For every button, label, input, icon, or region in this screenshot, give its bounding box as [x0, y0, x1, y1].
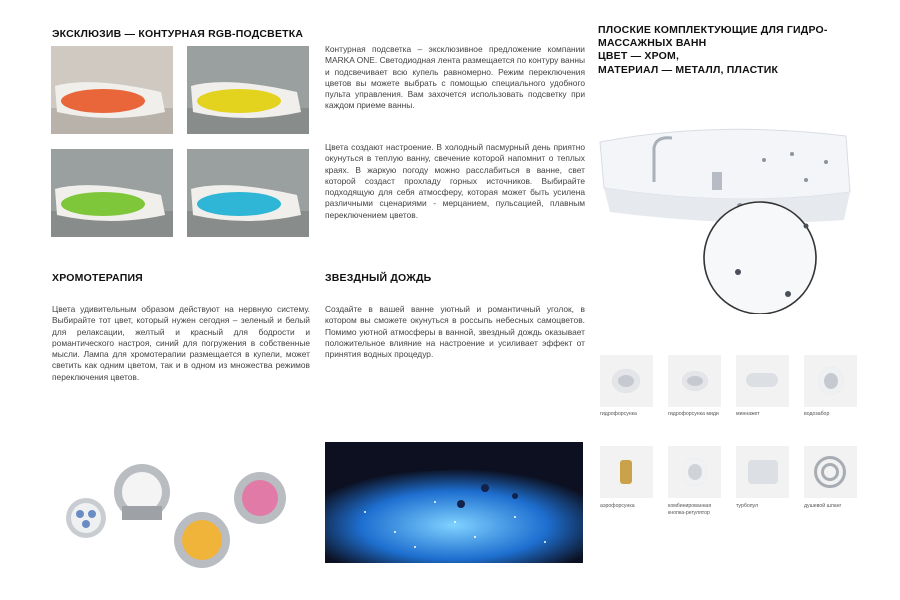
- stars-text: Создайте в вашей ванне уютный и романтичный уголок, в котором вы сможете окунуться в россыпь небесных самоцветов. Помимо уютной атмосферы в ванной, звездный дождь оказывает положительное влияние на настроение и усиливает эффект от принятия водных процедур.: [325, 304, 585, 360]
- part-label-water-intake: водозабор: [804, 411, 830, 417]
- tub-photo-orange: [51, 46, 173, 134]
- part-thumb-turbopool: [736, 446, 789, 498]
- parts-title-line-1: ПЛОСКИЕ КОМПЛЕКТУЮЩИЕ ДЛЯ ГИДРО-: [598, 24, 828, 36]
- part-label-nozzle: гидрофорсунка: [600, 411, 637, 417]
- exclusive-paragraph-2: Цвета создают настроение. В холодный пасмурный день приятно окунуться в теплую ванну, свечение которой напомнит о теплых краях. В жаркую погоду можно расслабиться в ванне, свет которой создаст прохладу горных источников. Выбирайте подходящую для себя атмосферу, которая может быть усилена различными сценариями - мерцанием, пульсацией, плавным переключением цветов.: [325, 142, 585, 220]
- part-label-combo-button: комбинированная кнопка-регулятор: [668, 503, 712, 516]
- part-thumb-combo-button: [668, 446, 721, 498]
- chromo-text: Цвета удивительным образом действуют на нервную систему. Выбирайте тот цвет, который нужен сегодня – зеленый и белый для релаксации, желтый и красный для бодрости и романтического настроя, синий для погружения в собственные мысли. Лампа для хромотерапии размещается в купели, может светить как одним цветом, так и в одном из множества режимов переключения цветов.: [52, 304, 310, 382]
- combo-button-icon: [682, 458, 708, 486]
- tub-photo-blue: [187, 149, 309, 237]
- hydromassage-tub-photo: [596, 108, 858, 314]
- nozzle-icon: [612, 369, 640, 393]
- stars-title: ЗВЕЗДНЫЙ ДОЖДЬ: [325, 272, 432, 284]
- zoom-circle: [704, 202, 816, 314]
- part-thumb-nozzle-midi: [668, 355, 721, 407]
- tub-light: [197, 89, 281, 113]
- chromo-title: ХРОМОТЕРАПИЯ: [52, 272, 143, 284]
- air-nozzle-icon: [620, 460, 632, 484]
- parts-title-line-3: ЦВЕТ — ХРОМ,: [598, 50, 680, 62]
- nozzle-midi-icon: [682, 371, 708, 391]
- parts-title-line-2: МАССАЖНЫХ ВАНН: [598, 37, 707, 49]
- part-label-mini-jet: миннажет: [736, 411, 760, 417]
- part-thumb-shower-hose: [804, 446, 857, 498]
- exclusive-title: ЭКСКЛЮЗИВ — КОНТУРНАЯ RGB-ПОДСВЕТКА: [52, 28, 304, 40]
- chromo-lamps-photo: [60, 462, 300, 572]
- part-label-turbopool: турбопул: [736, 503, 759, 509]
- part-thumb-nozzle: [600, 355, 653, 407]
- shower-hose-icon: [814, 456, 846, 488]
- tub-light: [61, 192, 145, 216]
- part-thumb-air-nozzle: [600, 446, 653, 498]
- star-rain-photo: [325, 442, 583, 563]
- part-thumb-water-intake: [804, 355, 857, 407]
- mini-jet-icon: [746, 373, 778, 387]
- tub-photo-green: [51, 149, 173, 237]
- exclusive-paragraph-1: Контурная подсветка – эксклюзивное предложение компании MARKA ONE. Светодиодная лента размещается по контуру ванны и подсвечивает всю купель равномерно. Режим переключения цветов вы можете выбрать с помощью специального удобного пульта управления. Вам захочется использовать подсветку при каждом приеме ванны.: [325, 44, 585, 111]
- part-label-air-nozzle: аэрофорсунка: [600, 503, 635, 509]
- parts-title-line-4: МАТЕРИАЛ — МЕТАЛЛ, ПЛАСТИК: [598, 64, 779, 76]
- water-intake-icon: [818, 367, 844, 395]
- tub-light: [61, 89, 145, 113]
- part-thumb-mini-jet: [736, 355, 789, 407]
- part-label-nozzle-midi: гидрофорсунка миди: [668, 411, 719, 417]
- part-label-shower-hose: душевой шланг: [804, 503, 842, 509]
- tub-light: [197, 192, 281, 216]
- tub-photo-yellow: [187, 46, 309, 134]
- turbopool-icon: [748, 460, 778, 484]
